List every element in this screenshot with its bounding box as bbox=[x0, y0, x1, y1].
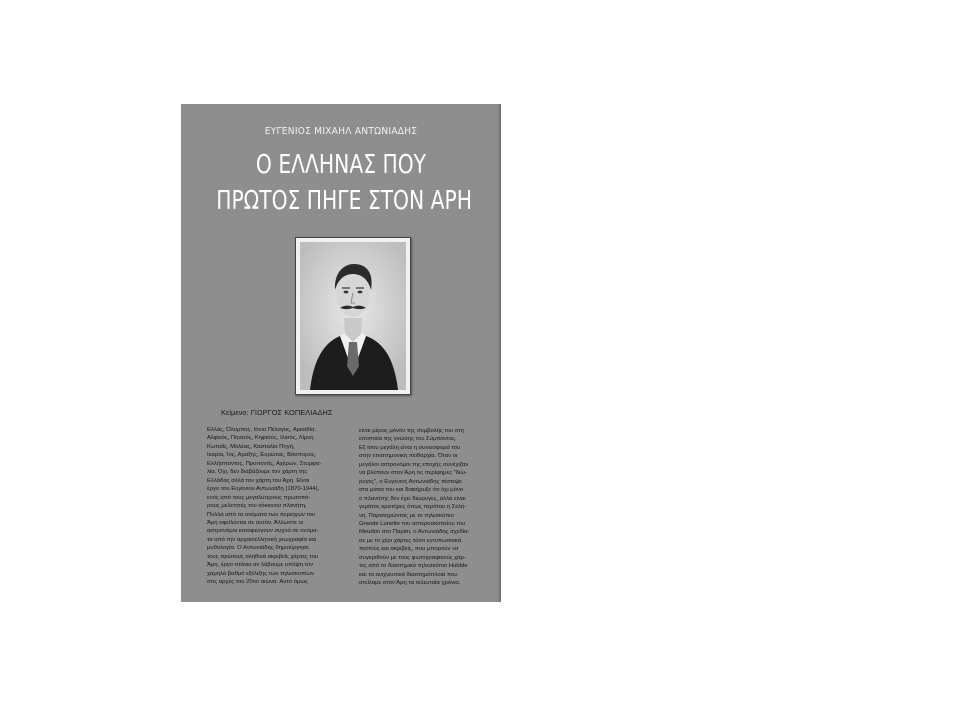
column-text-line: μυθολογία. Ο Αντωνιάδης δημιούργησε bbox=[207, 545, 309, 552]
column-text-line: τα από την αρχαιοελληνική γεωγραφία και bbox=[207, 536, 317, 543]
portrait-photo bbox=[295, 237, 411, 395]
column-text-line: εποποιία της γνώσης του Σύμπαντος. bbox=[359, 436, 457, 443]
column-text-line: ρους μελετητές του κόκκινου πλανήτη. bbox=[207, 503, 307, 510]
photo-caption bbox=[295, 395, 411, 398]
column-text-line: να βλέπουν στον Άρη τις περίφημες "διώ- bbox=[359, 470, 467, 477]
column-text-line: έργο του Ευγένιου Αντωνιάδη (1870-1944), bbox=[207, 486, 320, 493]
column-text-line: Ελλήσποντος, Προποντίς, Αχέρων, Στυμφα- bbox=[207, 460, 322, 467]
column-text-line: στα μάτια του και διακήρυξε ότι όχι μόνο bbox=[359, 487, 464, 494]
column-text-line: ρυγες", ο Ευγένιος Αντωνιάδης πίστεψε bbox=[359, 478, 462, 485]
magazine-page bbox=[181, 104, 501, 602]
column-text-line: μεγάλοι αστρονόμοι της εποχής συνέχιζαν bbox=[359, 461, 469, 468]
article-title-line-2: ΠΡΩΤΟΣ ΠΗΓΕ ΣΤΟΝ ΑΡΗ bbox=[216, 186, 472, 216]
column-text-line: τους πρώτους αληθινά ακριβείς χάρτες του bbox=[207, 553, 319, 560]
page-edge-shadow bbox=[497, 104, 501, 602]
portrait-image bbox=[296, 238, 410, 394]
article-credit: Κείμενο: ΓΙΩΡΓΟΣ ΚΟΠΕΛΙΑΔΗΣ bbox=[221, 408, 333, 417]
column-text-line: στείλαμε στον Άρη τα τελευταία χρόνια. bbox=[359, 580, 461, 587]
column-text-line: συγκριθούν με τους φωτογραφικούς χάρ- bbox=[359, 554, 466, 561]
column-text-line: Ικαρία, Ίος, Αραξης, Ευρώτας, Βόσπορος, bbox=[207, 452, 317, 459]
column-text-line: και τα ανιχνευτικά διαστημόπλοια που bbox=[359, 571, 458, 578]
column-text-line: στις αρχές του 20ού αιώνα. Αυτό όμως bbox=[207, 579, 308, 586]
column-text-line: αστρονόμοι καταφεύγουν συχνά σε ονόμα- bbox=[207, 528, 319, 535]
article-column-right bbox=[359, 427, 487, 588]
column-text-line: Άρη οφείλονται σε αυτόν. Άλλωστε οι bbox=[207, 519, 304, 526]
column-text-line: Αλφειός, Πηνειός, Κηφισός, Ιλισός, Λίμνη bbox=[207, 435, 314, 442]
author-header: ΕΥΓΕΝΙΟΣ ΜΙΧΑΗΛ ΑΝΤΩΝΙΑΔΗΣ bbox=[264, 126, 418, 137]
column-text-line: Κωπαΐς, Μολέας, Κασταλία Πηγή, bbox=[207, 443, 295, 450]
column-text-line: λία. Όχι, δεν διαβάζουμε τον χάρτη της bbox=[207, 469, 308, 476]
column-text-line: στην επιστημονική πειθαρχία. Όταν οι bbox=[359, 453, 458, 460]
column-text-line: σε με το χέρι χάρτες τόσο εντυπωσιακά bbox=[359, 537, 462, 544]
column-text-line: Meudon στο Παρίσι, ο Αντωνιάδης σχεδία- bbox=[359, 529, 470, 536]
article-column-left bbox=[207, 426, 335, 587]
column-text-line: Ελλάδας αλλά τον χάρτη του Άρη. Είναι bbox=[207, 477, 310, 484]
column-text-line: ενός από τους μεγαλύτερους πρωτοπό- bbox=[207, 494, 311, 501]
column-text-line: χαμηλό βαθμό εξέλιξης των τηλεσκοπίων bbox=[207, 570, 314, 577]
column-text-line: νη. Παρατηρώντας με το τηλεσκόπιο bbox=[359, 512, 454, 519]
column-text-line: πιστούς και ακριβείς, που μπορούν να bbox=[359, 546, 459, 553]
column-text-line: γεμάτος κρατήρες όπως περίπου η Σελή- bbox=[359, 504, 467, 511]
column-text-line: τες από το διαστημικό τηλεσκόπιο Hubble bbox=[359, 563, 468, 570]
column-text-line: ο πλανήτης δεν έχει διώρυγες, αλλά είναι bbox=[359, 495, 466, 502]
column-text-line: Εξ ίσου μεγάλη είναι η συνεισφορά του bbox=[359, 444, 461, 451]
column-text-line: Πολλά από τα ονόματα των περιοχών του bbox=[207, 511, 316, 518]
column-text-line: Grande Lunette του αστεροσκοπείου του bbox=[359, 520, 466, 527]
article-title-line-1: Ο ΕΛΛΗΝΑΣ ΠΟΥ bbox=[255, 150, 427, 180]
column-text-line: Άρη, έργο τιτάνιο αν λάβουμε υπόψη τον bbox=[207, 562, 314, 569]
column-text-line: Ελλάς, Όλυμπος, Ιόνιο Πέλαγος, Αρκαδία, bbox=[207, 427, 317, 433]
column-text-line: είναι μέρος μόνον της συμβολής του στη bbox=[359, 428, 465, 434]
